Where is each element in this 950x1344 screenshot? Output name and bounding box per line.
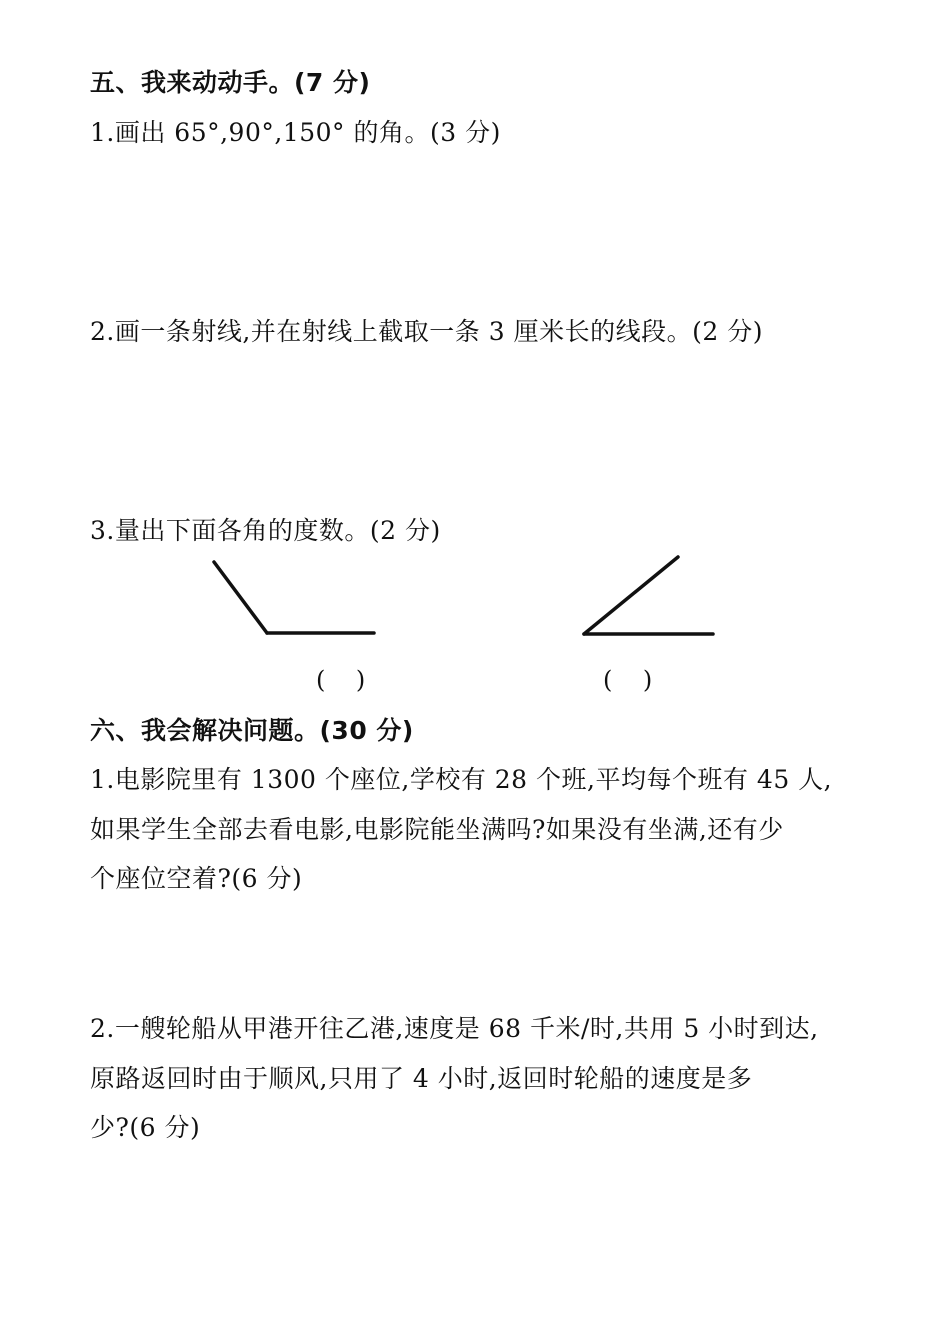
acute-angle-figure: [584, 557, 713, 634]
section-5-question-2: 2.画一条射线,并在射线上截取一条 3 厘米长的线段。(2 分): [90, 317, 763, 346]
section-5-heading: 五、我来动动手。(7 分): [90, 68, 371, 97]
obtuse-angle-figure: [214, 562, 374, 633]
section-6-q1-line-1: 1.电影院里有 1300 个座位,学校有 28 个班,平均每个班有 45 人,: [90, 765, 833, 794]
section-6-q2-line-3: 少?(6 分): [90, 1113, 201, 1142]
section-5-question-1: 1.画出 65°,90°,150° 的角。(3 分): [90, 118, 501, 147]
section-6-heading: 六、我会解决问题。(30 分): [90, 716, 414, 745]
section-6-q1-line-2: 如果学生全部去看电影,电影院能坐满吗?如果没有坐满,还有少: [90, 815, 784, 844]
section-6-q1-line-3: 个座位空着?(6 分): [90, 864, 303, 893]
section-6-q2-line-2: 原路返回时由于顺风,只用了 4 小时,返回时轮船的速度是多: [90, 1064, 753, 1093]
answer-blank-right: ( ): [603, 666, 653, 694]
section-5-question-3: 3.量出下面各角的度数。(2 分): [90, 516, 441, 545]
section-6-q2-line-1: 2.一艘轮船从甲港开往乙港,速度是 68 千米/时,共用 5 小时到达,: [90, 1014, 819, 1043]
answer-blank-left: ( ): [316, 666, 366, 694]
